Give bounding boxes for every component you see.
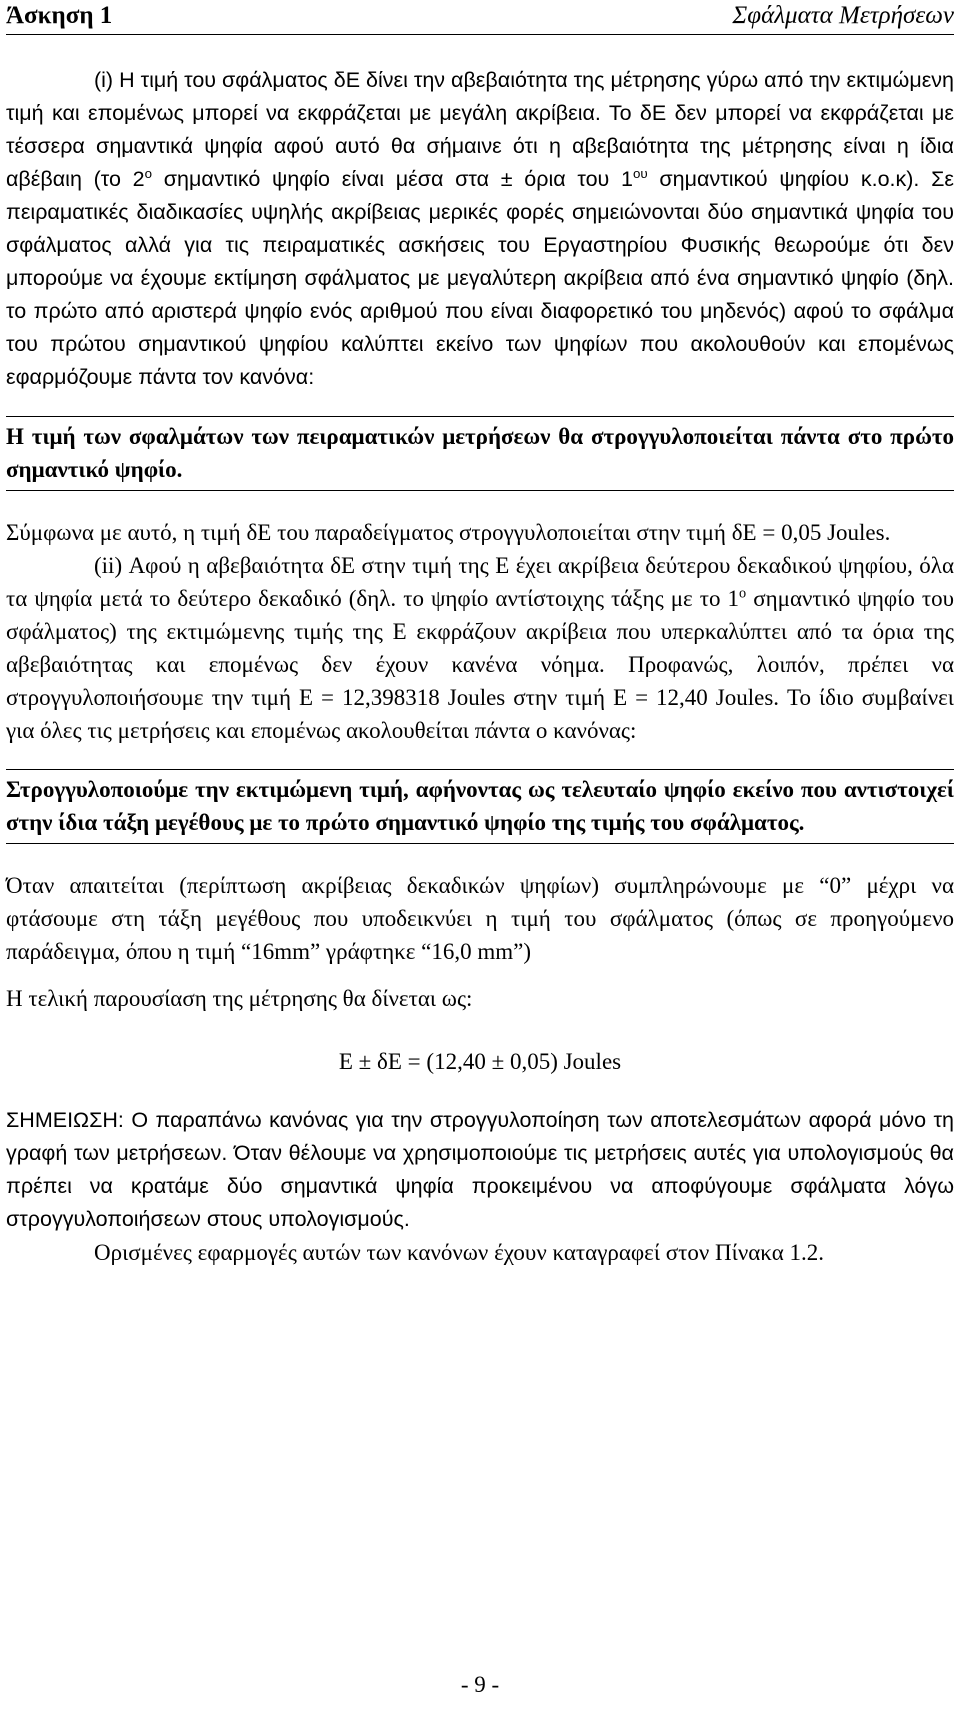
paragraph-i-part-b: σημαντικό ψηφίο είναι μέσα στα ± όρια του 1 (152, 167, 633, 191)
rule-statement-1: Η τιμή των σφαλμάτων των πειραματικών μετρήσεων θα στρογγυλοποιείται πάντα στο πρώτο σημαντικό ψηφίο. (6, 424, 954, 482)
paragraph-i-part-a: (i) H τιμή του σφάλματος δE δίνει την αβεβαιότητα της μέτρησης γύρω από την εκτιμώμενη τιμή και επομένως μπορεί να εκφράζεται με μεγάλη ακρίβεια. Το δE δεν μπορεί να εκφράζεται με τέσσερα σημαντικά ψηφία αφού αυτό θα σήμαινε ότι η αβεβαιότητα της μέτρησης είναι η ίδια αβέβαιη (το 2 (6, 68, 954, 191)
paragraph-table-reference: Ορισμένες εφαρμογές αυτών των κανόνων έχουν καταγραφεί στον Πίνακα 1.2. (94, 1240, 824, 1265)
paragraph-final-presentation: Η τελική παρουσίαση της μέτρησης θα δίνεται ως: (6, 986, 473, 1011)
rule-divider-top (6, 769, 954, 770)
superscript-ordinal: ο (144, 165, 153, 181)
result-formula: E ± δE = (12,40 ± 0,05) Joules (338, 1049, 622, 1074)
page-number: - 9 - (460, 1672, 500, 1697)
rule-divider-bottom (6, 490, 954, 491)
rule-statement-2: Στρογγυλοποιούμε την εκτιμώμενη τιμή, αφήνοντας ως τελευταίο ψηφίο εκείνο που αντιστοιχεί στην ίδια τάξη μεγέθους με το πρώτο σημαντικό ψηφίο της τιμής του σφάλματος. (6, 777, 954, 835)
rule-divider-bottom (6, 843, 954, 844)
rule-divider-top (6, 416, 954, 417)
exercise-title: Άσκηση 1 (6, 2, 113, 29)
superscript-ordinal: ο (739, 585, 747, 602)
chapter-title: Σφάλματα Μετρήσεων (732, 2, 954, 29)
paragraph-ii-part-a: (ii) Αφού η αβεβαιότητα δE στην τιμή της E έχει ακρίβεια δεύτερου δεκαδικού ψηφίου, όλα τα ψηφία μετά το δεύτερο δεκαδικό (δηλ. το ψηφίο αντίστοιχης τάξης με το 1 (6, 553, 954, 611)
paragraph-i (6, 64, 954, 394)
paragraph-zero-padding: Όταν απαιτείται (περίπτωση ακρίβειας δεκαδικών ψηφίων) συμπληρώνουμε με “0” μέχρι να φτάσουμε στη τάξη μεγέθους που υποδεικνύει η τιμή του σφάλματος (όπως σε προηγούμενο παράδειγμα, όπου η τιμή “16mm” γράφτηκε “16,0 mm”) (6, 873, 954, 964)
superscript-ordinal: ου (632, 165, 648, 181)
page-header (6, 0, 954, 35)
paragraph-ii-part-b: σημαντικό ψηφίο του σφάλματος) της εκτιμώμενης τιμής της E εκφράζουν ακρίβεια που υπερκαλύπτει από τα όρια της αβεβαιότητας και επομένως δεν έχουν κανένα νόημα. Προφανώς, λοιπόν, πρέπει να στρογγυλοποιήσουμε την τιμή E = 12,398318 Joules στην τιμή E = 12,40 Joules. Το ίδιο συμβαίνει για όλες τις μετρήσεις και επομένως ακολουθείται πάντα ο κανόνας: (6, 586, 954, 743)
note-paragraph: ΣΗΜΕΙΩΣΗ: Ο παραπάνω κανόνας για την στρογγυλοποίηση των αποτελεσμάτων αφορά μόνο τη γραφή των μετρήσεων. Όταν θέλουμε να χρησιμοποιούμε τις μετρήσεις αυτές για υπολογισμούς θα πρέπει να κρατάμε δύο σημαντικά ψηφία προκειμένου να αποφύγουμε σφάλματα λόγω στρογγυλοποιήσεων στους υπολογισμούς. (6, 1108, 954, 1231)
paragraph-ii (6, 549, 954, 747)
paragraph-i-part-c: σημαντικού ψηφίου κ.ο.κ). Σε πειραματικές διαδικασίες υψηλής ακρίβειας μερικές φορές σημειώνονται δύο σημαντικά ψηφία του σφάλματος αλλά για τις πειραματικές ασκήσεις του Εργαστηρίου Φυσικής θεωρούμε ότι δεν μπορούμε να έχουμε εκτίμηση σφάλματος με μεγαλύτερη ακρίβεια από ένα σημαντικό ψηφίο (δηλ. το πρώτο από αριστερά ψηφίο ενός αριθμού που είναι διαφορετικό του μηδενός) αφού το σφάλμα του πρώτου σημαντικού ψηφίου καλύπτει εκείνο των ψηφίων που ακολουθούν και επομένως εφαρμόζουμε πάντα τον κανόνα: (6, 167, 954, 389)
paragraph-conclusion: Σύμφωνα με αυτό, η τιμή δE του παραδείγματος στρογγυλοποιείται στην τιμή δE = 0,05 Joules. (6, 520, 891, 545)
